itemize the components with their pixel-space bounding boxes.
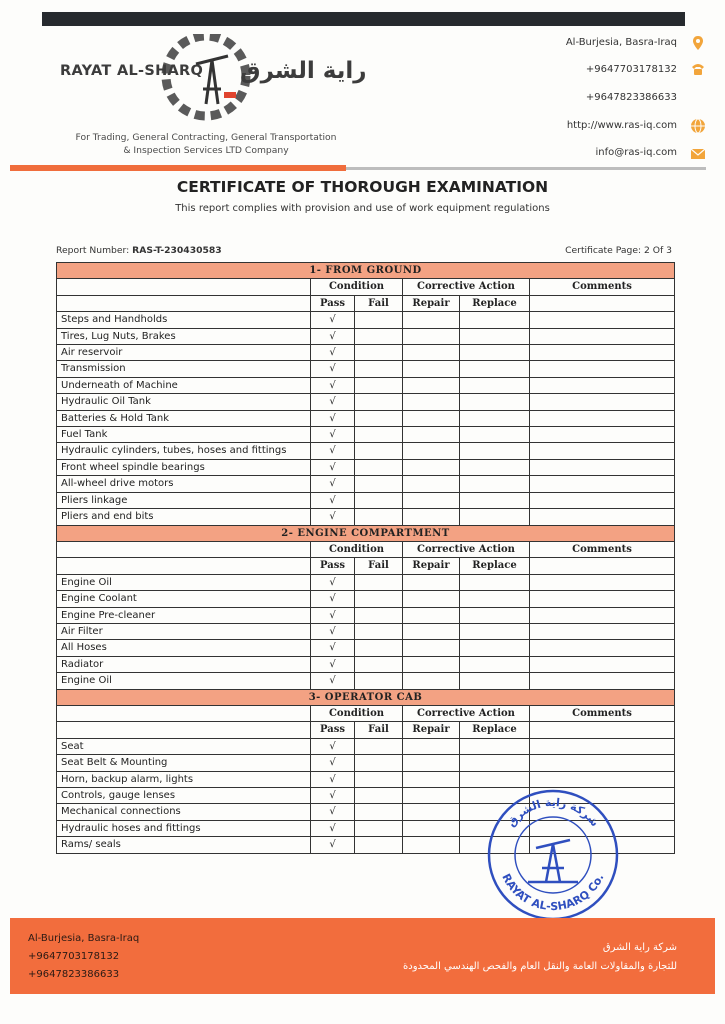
footer-arabic (403, 938, 677, 976)
item-label: Engine Oil (57, 673, 311, 689)
subheader-row (57, 295, 675, 311)
report-number-label: Report Number: (56, 245, 130, 256)
stamp-arabic-text: شركة راية الشرق (504, 795, 602, 830)
item-label: Engine Coolant (57, 591, 311, 607)
table-row (57, 492, 675, 508)
contact-phone-2: +9647823386633 (585, 92, 677, 103)
blank-header-cell (57, 279, 311, 295)
item-label: Horn, backup alarm, lights (57, 771, 311, 787)
stamp-pump-icon (528, 840, 578, 882)
footer-contact (28, 930, 139, 984)
table-row (57, 574, 675, 590)
repair-header: Repair (403, 558, 460, 574)
table-row (57, 394, 675, 410)
repair-cell (403, 673, 460, 689)
pass-check-mark: √ (311, 345, 355, 361)
fail-cell (355, 509, 403, 525)
comments-cell (530, 509, 675, 525)
replace-cell (460, 345, 530, 361)
column-header-row (57, 279, 675, 295)
pass-check-mark: √ (311, 788, 355, 804)
comments-cell (530, 427, 675, 443)
section-header-row (57, 263, 675, 279)
envelope-icon (690, 146, 706, 162)
repair-cell (403, 640, 460, 656)
comments-cell (530, 607, 675, 623)
section-header-row (57, 525, 675, 541)
pass-check-mark: √ (311, 459, 355, 475)
fail-cell (355, 738, 403, 754)
repair-cell (403, 427, 460, 443)
footer-address: Al-Burjesia, Basra-Iraq (28, 933, 140, 944)
repair-cell (403, 328, 460, 344)
comments-cell (530, 623, 675, 639)
contact-address: Al-Burjesia, Basra-Iraq (565, 37, 677, 48)
document-subtitle: This report complies with provision and use of work equipment regulations (175, 203, 550, 214)
pass-header: Pass (311, 722, 355, 738)
blank-header-cell (530, 722, 675, 738)
table-row (57, 623, 675, 639)
comments-cell (530, 345, 675, 361)
table-row (57, 755, 675, 771)
report-number-value: RAS-T-230430583 (132, 245, 222, 256)
comments-cell (530, 328, 675, 344)
logo-text-arabic: راية الشرق (240, 58, 367, 84)
footer-phone-1: +9647703178132 (28, 951, 120, 962)
comments-cell (530, 410, 675, 426)
comments-cell (530, 640, 675, 656)
replace-cell (460, 492, 530, 508)
item-label: Rams/ seals (57, 837, 311, 853)
fail-cell (355, 459, 403, 475)
pass-check-mark: √ (311, 328, 355, 344)
pass-check-mark: √ (311, 738, 355, 754)
condition-header: Condition (311, 705, 403, 721)
repair-cell (403, 788, 460, 804)
item-label: Hydraulic Oil Tank (57, 394, 311, 410)
repair-cell (403, 607, 460, 623)
repair-cell (403, 394, 460, 410)
replace-header: Replace (460, 295, 530, 311)
section-title: 2- ENGINE COMPARTMENT (57, 525, 675, 541)
pass-check-mark: √ (311, 361, 355, 377)
footer-phone-2: +9647823386633 (28, 969, 120, 980)
replace-cell (460, 755, 530, 771)
subheader-row (57, 558, 675, 574)
item-label: Engine Pre-cleaner (57, 607, 311, 623)
table-row (57, 738, 675, 754)
pass-check-mark: √ (311, 837, 355, 853)
pass-check-mark: √ (311, 607, 355, 623)
globe-icon (690, 118, 706, 134)
footer-description-arabic: للتجارة والمقاولات العامة والنقل العام والفحص الهندسي المحدودة (403, 961, 677, 972)
fail-cell (355, 476, 403, 492)
item-label: Radiator (57, 656, 311, 672)
fail-cell (355, 312, 403, 328)
table-row (57, 459, 675, 475)
table-row (57, 673, 675, 689)
repair-header: Repair (403, 722, 460, 738)
table-row (57, 312, 675, 328)
replace-cell (460, 673, 530, 689)
fail-cell (355, 427, 403, 443)
condition-header: Condition (311, 541, 403, 557)
item-label: Pliers and end bits (57, 509, 311, 525)
repair-cell (403, 755, 460, 771)
fail-cell (355, 345, 403, 361)
fail-cell (355, 410, 403, 426)
table-row (57, 591, 675, 607)
pass-check-mark: √ (311, 509, 355, 525)
fail-cell (355, 788, 403, 804)
repair-cell (403, 410, 460, 426)
pass-check-mark: √ (311, 427, 355, 443)
table-row (57, 443, 675, 459)
table-row (57, 656, 675, 672)
replace-cell (460, 427, 530, 443)
table-row (57, 427, 675, 443)
table-row (57, 345, 675, 361)
repair-cell (403, 459, 460, 475)
item-label: Controls, gauge lenses (57, 788, 311, 804)
item-label: Transmission (57, 361, 311, 377)
corrective-action-header: Corrective Action (403, 705, 530, 721)
pass-check-mark: √ (311, 640, 355, 656)
section-title: 1- FROM GROUND (57, 263, 675, 279)
replace-cell (460, 640, 530, 656)
item-label: Mechanical connections (57, 804, 311, 820)
fail-cell (355, 656, 403, 672)
fail-cell (355, 443, 403, 459)
contact-email[interactable]: info@ras-iq.com (595, 147, 677, 158)
blank-header-cell (57, 295, 311, 311)
table-row (57, 377, 675, 393)
replace-cell (460, 459, 530, 475)
item-label: Seat (57, 738, 311, 754)
corrective-action-header: Corrective Action (403, 279, 530, 295)
repair-header: Repair (403, 295, 460, 311)
header-grey-rule (346, 167, 706, 170)
pass-check-mark: √ (311, 656, 355, 672)
item-label: Hydraulic hoses and fittings (57, 820, 311, 836)
replace-cell (460, 328, 530, 344)
replace-cell (460, 591, 530, 607)
section-title: 3- OPERATOR CAB (57, 689, 675, 705)
comments-cell (530, 312, 675, 328)
fail-cell (355, 771, 403, 787)
table-row (57, 361, 675, 377)
comments-header: Comments (530, 279, 675, 295)
contact-website[interactable]: http://www.ras-iq.com (566, 120, 677, 131)
blank-header-cell (530, 558, 675, 574)
fail-cell (355, 640, 403, 656)
repair-cell (403, 771, 460, 787)
pass-check-mark: √ (311, 623, 355, 639)
item-label: Engine Oil (57, 574, 311, 590)
repair-cell (403, 476, 460, 492)
condition-header: Condition (311, 279, 403, 295)
pass-check-mark: √ (311, 394, 355, 410)
examination-table (56, 262, 675, 854)
comments-cell (530, 755, 675, 771)
fail-cell (355, 607, 403, 623)
pass-check-mark: √ (311, 492, 355, 508)
contact-phone-1: +9647703178132 (585, 64, 677, 75)
logo-text-english: RAYAT AL-SHARQ (60, 63, 204, 79)
repair-cell (403, 820, 460, 836)
fail-cell (355, 328, 403, 344)
fail-cell (355, 394, 403, 410)
table-row (57, 607, 675, 623)
repair-cell (403, 656, 460, 672)
pass-check-mark: √ (311, 591, 355, 607)
repair-cell (403, 837, 460, 853)
repair-cell (403, 345, 460, 361)
pass-check-mark: √ (311, 673, 355, 689)
comments-cell (530, 591, 675, 607)
comments-cell (530, 443, 675, 459)
table-row (57, 410, 675, 426)
fail-cell (355, 492, 403, 508)
pass-header: Pass (311, 295, 355, 311)
repair-cell (403, 804, 460, 820)
table-row (57, 328, 675, 344)
replace-cell (460, 394, 530, 410)
table-row (57, 640, 675, 656)
comments-cell (530, 394, 675, 410)
comments-cell (530, 673, 675, 689)
fail-cell (355, 804, 403, 820)
replace-cell (460, 476, 530, 492)
comments-cell (530, 574, 675, 590)
replace-cell (460, 410, 530, 426)
replace-cell (460, 377, 530, 393)
item-label: Tires, Lug Nuts, Brakes (57, 328, 311, 344)
repair-cell (403, 361, 460, 377)
blank-header-cell (57, 558, 311, 574)
column-header-row (57, 541, 675, 557)
replace-cell (460, 509, 530, 525)
blank-header-cell (530, 295, 675, 311)
item-label: All-wheel drive motors (57, 476, 311, 492)
replace-cell (460, 607, 530, 623)
blank-header-cell (57, 722, 311, 738)
item-label: Hydraulic cylinders, tubes, hoses and fittings (57, 443, 311, 459)
certificate-page: Certificate Page: 2 Of 3 (565, 245, 672, 256)
comments-header: Comments (530, 705, 675, 721)
pass-check-mark: √ (311, 377, 355, 393)
pass-check-mark: √ (311, 771, 355, 787)
repair-cell (403, 591, 460, 607)
table-row (57, 509, 675, 525)
comments-header: Comments (530, 541, 675, 557)
pass-check-mark: √ (311, 312, 355, 328)
item-label: Air reservoir (57, 345, 311, 361)
stamp-english-text: RAYAT AL-SHARQ Co. (499, 871, 607, 914)
comments-cell (530, 492, 675, 508)
header-orange-rule (10, 165, 346, 171)
footer-company-arabic: شركة راية الشرق (602, 942, 677, 953)
item-label: Seat Belt & Mounting (57, 755, 311, 771)
pass-check-mark: √ (311, 820, 355, 836)
section-header-row (57, 689, 675, 705)
tagline-line-1: For Trading, General Contracting, General Transportation (75, 132, 337, 143)
comments-cell (530, 377, 675, 393)
column-header-row (57, 705, 675, 721)
item-label: Steps and Handholds (57, 312, 311, 328)
replace-cell (460, 574, 530, 590)
item-label: Front wheel spindle bearings (57, 459, 311, 475)
replace-header: Replace (460, 558, 530, 574)
repair-cell (403, 377, 460, 393)
replace-cell (460, 656, 530, 672)
document-title: CERTIFICATE OF THOROUGH EXAMINATION (176, 178, 549, 196)
phone-icon (690, 61, 706, 77)
blank-header-cell (57, 705, 311, 721)
replace-cell (460, 623, 530, 639)
item-label: All Hoses (57, 640, 311, 656)
pass-check-mark: √ (311, 755, 355, 771)
item-label: Batteries & Hold Tank (57, 410, 311, 426)
replace-cell (460, 361, 530, 377)
item-label: Fuel Tank (57, 427, 311, 443)
company-tagline (56, 131, 356, 157)
pass-check-mark: √ (311, 410, 355, 426)
comments-cell (530, 738, 675, 754)
fail-header: Fail (355, 295, 403, 311)
pass-check-mark: √ (311, 476, 355, 492)
fail-cell (355, 361, 403, 377)
replace-cell (460, 443, 530, 459)
repair-cell (403, 509, 460, 525)
item-label: Air Filter (57, 623, 311, 639)
repair-cell (403, 443, 460, 459)
item-label: Underneath of Machine (57, 377, 311, 393)
item-label: Pliers linkage (57, 492, 311, 508)
repair-cell (403, 574, 460, 590)
fail-cell (355, 377, 403, 393)
fail-cell (355, 623, 403, 639)
fail-cell (355, 820, 403, 836)
footer-band (10, 918, 715, 994)
report-number (56, 245, 222, 256)
table-row (57, 476, 675, 492)
fail-cell (355, 755, 403, 771)
comments-cell (530, 656, 675, 672)
replace-header: Replace (460, 722, 530, 738)
fail-header: Fail (355, 722, 403, 738)
repair-cell (403, 492, 460, 508)
fail-header: Fail (355, 558, 403, 574)
comments-cell (530, 476, 675, 492)
fail-cell (355, 591, 403, 607)
tagline-line-2: & Inspection Services LTD Company (123, 145, 289, 156)
fail-cell (355, 837, 403, 853)
company-stamp (484, 786, 622, 924)
replace-cell (460, 312, 530, 328)
pass-check-mark: √ (311, 804, 355, 820)
repair-cell (403, 623, 460, 639)
corrective-action-header: Corrective Action (403, 541, 530, 557)
top-dark-bar (42, 12, 685, 26)
blank-header-cell (57, 541, 311, 557)
fail-cell (355, 574, 403, 590)
fail-cell (355, 673, 403, 689)
comments-cell (530, 459, 675, 475)
pass-check-mark: √ (311, 574, 355, 590)
replace-cell (460, 738, 530, 754)
comments-cell (530, 361, 675, 377)
pass-check-mark: √ (311, 443, 355, 459)
repair-cell (403, 312, 460, 328)
repair-cell (403, 738, 460, 754)
subheader-row (57, 722, 675, 738)
location-pin-icon (690, 35, 706, 51)
pass-header: Pass (311, 558, 355, 574)
